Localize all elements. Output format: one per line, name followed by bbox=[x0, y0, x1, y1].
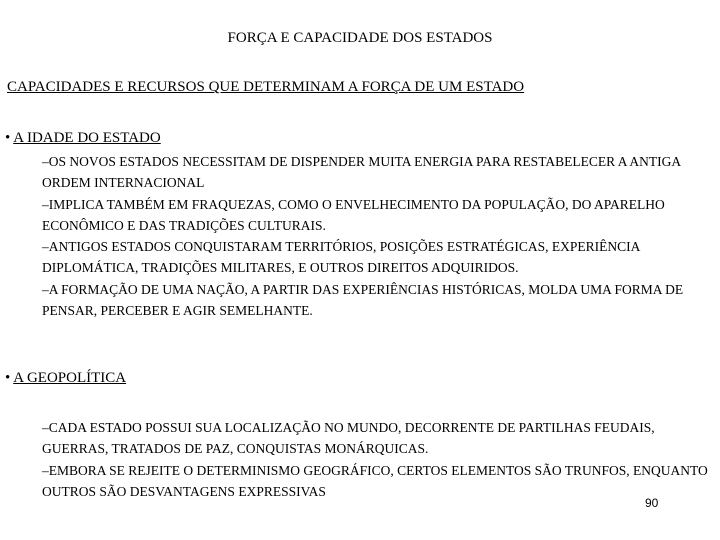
slide-subtitle: CAPACIDADES E RECURSOS QUE DETERMINAM A FORÇA DE UM ESTADO bbox=[7, 79, 525, 95]
section-heading-geopolitica bbox=[5, 369, 126, 387]
section-items-geopolitica bbox=[42, 417, 720, 502]
list-item: –IMPLICA TAMBÉM EM FRAQUEZAS, COMO O ENVELHECIMENTO DA POPULAÇÃO, DO APARELHO ECONÔMICO E DAS TRADIÇÕES CULTURAIS. bbox=[42, 196, 665, 233]
bullet-marker: • bbox=[5, 130, 14, 146]
list-item: –ANTIGOS ESTADOS CONQUISTARAM TERRITÓRIOS, POSIÇÕES ESTRATÉGICAS, EXPERIÊNCIA DIPLOMÁTICA, TRADIÇÕES MILITARES, E OUTROS DIREITOS ADQUIRIDOS. bbox=[42, 239, 640, 276]
section-heading-label: A IDADE DO ESTADO bbox=[13, 130, 161, 146]
section-heading-label: A GEOPOLÍTICA bbox=[13, 370, 127, 386]
page-title: FORÇA E CAPACIDADE DOS ESTADOS bbox=[227, 30, 493, 46]
list-item: –CADA ESTADO POSSUI SUA LOCALIZAÇÃO NO MUNDO, DECORRENTE DE PARTILHAS FEUDAIS, GUERRAS, TRATADOS DE PAZ, CONQUISTAS MONÁRQUICAS. bbox=[42, 420, 655, 457]
bullet-marker: • bbox=[5, 370, 14, 386]
list-item: –OS NOVOS ESTADOS NECESSITAM DE DISPENDER MUITA ENERGIA PARA RESTABELECER A ANTIGA ORDEM INTERNACIONAL bbox=[42, 154, 681, 191]
section-heading-idade bbox=[5, 129, 161, 147]
list-item: –EMBORA SE REJEITE O DETERMINISMO GEOGRÁFICO, CERTOS ELEMENTOS SÃO TRUNFOS, ENQUANTO OUTROS SÃO DESVANTAGENS EXPRESSIVAS bbox=[42, 462, 708, 499]
list-item: –A FORMAÇÃO DE UMA NAÇÃO, A PARTIR DAS EXPERIÊNCIAS HISTÓRICAS, MOLDA UMA FORMA DE PENSAR, PERCEBER E AGIR SEMELHANTE. bbox=[42, 281, 684, 319]
page-number: 90 bbox=[645, 496, 659, 510]
section-items-idade bbox=[42, 151, 720, 321]
